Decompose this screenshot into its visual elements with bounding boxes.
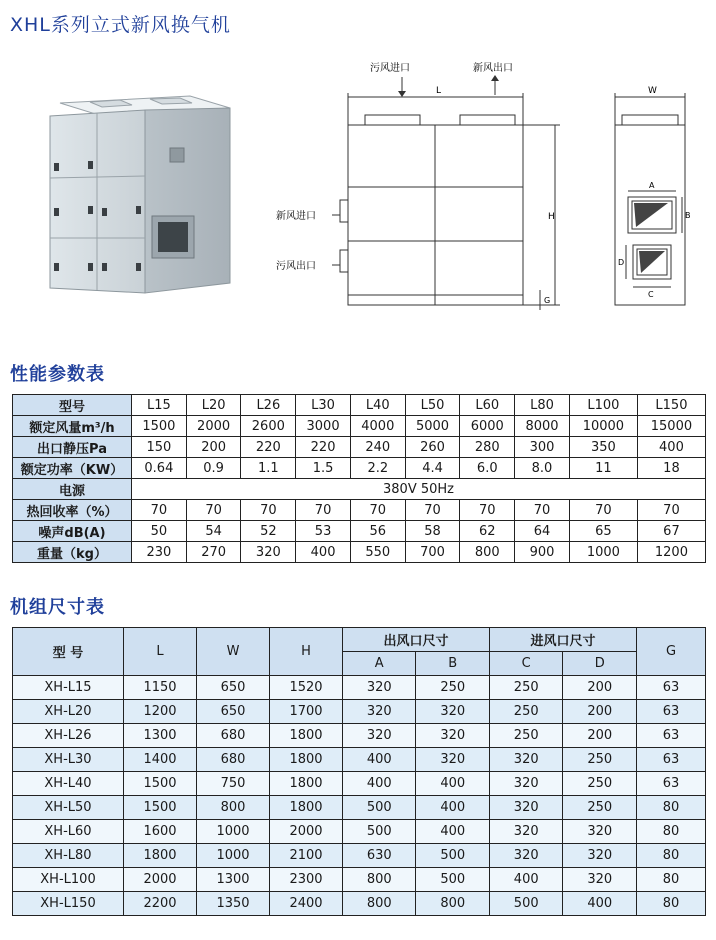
dims-h-A: A — [343, 652, 416, 676]
perf-cell: 65 — [569, 521, 637, 542]
dims-cell: 400 — [416, 772, 490, 796]
dims-cell: 80 — [637, 892, 706, 916]
dims-cell: 800 — [416, 892, 490, 916]
perf-model-header: L26 — [241, 395, 296, 416]
perf-cell: 0.64 — [132, 458, 187, 479]
perf-row-label: 额定风量m³/h — [13, 416, 132, 437]
perf-cell: 8.0 — [515, 458, 570, 479]
perf-model-header: L40 — [350, 395, 405, 416]
dims-model-cell: XH-L15 — [13, 676, 124, 700]
dims-h-W: W — [197, 628, 270, 676]
perf-header-row — [13, 395, 706, 416]
perf-cell: 6000 — [460, 416, 515, 437]
dims-cell: 63 — [637, 772, 706, 796]
perf-row-label: 重量（kg） — [13, 542, 132, 563]
dims-cell: 400 — [343, 772, 416, 796]
label-fresh-out: 新风出口 — [473, 63, 513, 74]
dims-row — [13, 868, 706, 892]
perf-row-label: 电源 — [13, 479, 132, 500]
perf-model-header: L60 — [460, 395, 515, 416]
perf-row-label: 出口静压Pa — [13, 437, 132, 458]
dims-cell: 1520 — [270, 676, 343, 700]
label-fresh-in: 新风进口 — [276, 211, 316, 222]
perf-row — [13, 416, 706, 437]
dims-row — [13, 748, 706, 772]
dims-h-D: D — [563, 652, 637, 676]
dim-B: B — [685, 211, 691, 220]
performance-table — [12, 394, 706, 563]
dims-cell: 250 — [489, 724, 562, 748]
dims-h-outlet: 出风口尺寸 — [343, 628, 490, 652]
dims-cell: 800 — [197, 796, 270, 820]
dims-cell: 400 — [416, 796, 490, 820]
dims-cell: 2200 — [124, 892, 197, 916]
dim-A: A — [649, 181, 655, 190]
perf-cell: 64 — [515, 521, 570, 542]
dims-row — [13, 796, 706, 820]
dims-cell: 1700 — [270, 700, 343, 724]
perf-cell: 1500 — [132, 416, 187, 437]
dims-cell: 1800 — [270, 772, 343, 796]
perf-cell: 320 — [241, 542, 296, 563]
perf-cell: 15000 — [637, 416, 705, 437]
perf-model-header: L50 — [405, 395, 460, 416]
dims-cell: 1200 — [124, 700, 197, 724]
dims-cell: 1300 — [197, 868, 270, 892]
dims-cell: 1350 — [197, 892, 270, 916]
dims-cell: 80 — [637, 820, 706, 844]
dims-cell: 250 — [563, 796, 637, 820]
dims-cell: 750 — [197, 772, 270, 796]
dims-model-cell: XH-L50 — [13, 796, 124, 820]
dims-model-cell: XH-L80 — [13, 844, 124, 868]
dim-L: L — [436, 86, 442, 96]
dims-cell: 80 — [637, 796, 706, 820]
perf-cell: 300 — [515, 437, 570, 458]
perf-header-label: 型号 — [13, 395, 132, 416]
perf-row-label: 额定功率（KW） — [13, 458, 132, 479]
perf-cell: 220 — [296, 437, 351, 458]
dims-cell: 1800 — [124, 844, 197, 868]
perf-cell: 280 — [460, 437, 515, 458]
dims-model-cell: XH-L100 — [13, 868, 124, 892]
perf-cell: 150 — [132, 437, 187, 458]
perf-cell: 56 — [350, 521, 405, 542]
dims-cell: 500 — [343, 796, 416, 820]
dims-cell: 250 — [563, 748, 637, 772]
dims-cell: 1800 — [270, 724, 343, 748]
perf-cell: 1.5 — [296, 458, 351, 479]
perf-cell: 53 — [296, 521, 351, 542]
dims-cell: 2000 — [124, 868, 197, 892]
dims-model-cell: XH-L26 — [13, 724, 124, 748]
dims-cell: 320 — [416, 724, 490, 748]
dims-model-cell: XH-L150 — [13, 892, 124, 916]
dimension-drawing — [270, 55, 710, 335]
perf-cell: 70 — [186, 500, 241, 521]
dims-cell: 1300 — [124, 724, 197, 748]
perf-cell: 58 — [405, 521, 460, 542]
dims-cell: 400 — [343, 748, 416, 772]
dims-cell: 320 — [563, 868, 637, 892]
perf-row-label: 热回收率（%） — [13, 500, 132, 521]
dims-cell: 200 — [563, 724, 637, 748]
dims-row — [13, 820, 706, 844]
dims-cell: 650 — [197, 676, 270, 700]
dims-cell: 320 — [489, 748, 562, 772]
dims-cell: 2300 — [270, 868, 343, 892]
dims-cell: 320 — [416, 748, 490, 772]
dims-cell: 320 — [343, 700, 416, 724]
dims-model-cell: XH-L20 — [13, 700, 124, 724]
dims-cell: 63 — [637, 676, 706, 700]
dims-section-title: 机组尺寸表 — [10, 597, 105, 618]
dims-cell: 1800 — [270, 796, 343, 820]
perf-cell: 0.9 — [186, 458, 241, 479]
perf-row — [13, 500, 706, 521]
perf-cell: 18 — [637, 458, 705, 479]
dims-row — [13, 892, 706, 916]
perf-cell: 54 — [186, 521, 241, 542]
perf-cell: 550 — [350, 542, 405, 563]
perf-cell: 70 — [350, 500, 405, 521]
perf-cell: 240 — [350, 437, 405, 458]
dims-cell: 2000 — [270, 820, 343, 844]
dims-cell: 80 — [637, 868, 706, 892]
perf-cell: 8000 — [515, 416, 570, 437]
dims-cell: 800 — [343, 892, 416, 916]
dims-cell: 1150 — [124, 676, 197, 700]
perf-model-header: L80 — [515, 395, 570, 416]
perf-cell: 2.2 — [350, 458, 405, 479]
dims-cell: 1600 — [124, 820, 197, 844]
perf-cell: 52 — [241, 521, 296, 542]
page-title: XHL系列立式新风换气机 — [10, 14, 231, 36]
perf-cell: 4000 — [350, 416, 405, 437]
dims-cell: 320 — [563, 820, 637, 844]
dims-cell: 320 — [489, 796, 562, 820]
dims-cell: 400 — [416, 820, 490, 844]
label-exhaust-in: 污风进口 — [370, 63, 410, 74]
dims-cell: 500 — [416, 868, 490, 892]
perf-cell: 70 — [241, 500, 296, 521]
dims-cell: 320 — [416, 700, 490, 724]
dims-cell: 320 — [489, 772, 562, 796]
dims-row — [13, 676, 706, 700]
dims-cell: 650 — [197, 700, 270, 724]
dims-h-inlet: 进风口尺寸 — [489, 628, 636, 652]
dims-row — [13, 700, 706, 724]
dims-cell: 63 — [637, 724, 706, 748]
perf-cell: 260 — [405, 437, 460, 458]
perf-cell: 67 — [637, 521, 705, 542]
perf-cell: 70 — [460, 500, 515, 521]
dims-cell: 500 — [343, 820, 416, 844]
dims-model-cell: XH-L60 — [13, 820, 124, 844]
perf-cell: 62 — [460, 521, 515, 542]
dims-cell: 320 — [343, 676, 416, 700]
perf-cell: 2000 — [186, 416, 241, 437]
dims-model-cell: XH-L40 — [13, 772, 124, 796]
perf-cell: 50 — [132, 521, 187, 542]
dims-cell: 1000 — [197, 844, 270, 868]
perf-cell: 1.1 — [241, 458, 296, 479]
dim-D: D — [618, 258, 625, 267]
dims-cell: 800 — [343, 868, 416, 892]
dims-cell: 80 — [637, 844, 706, 868]
perf-row — [13, 458, 706, 479]
perf-cell: 2600 — [241, 416, 296, 437]
perf-row-power — [13, 479, 706, 500]
perf-model-header: L100 — [569, 395, 637, 416]
dims-cell: 1500 — [124, 796, 197, 820]
perf-cell: 220 — [241, 437, 296, 458]
perf-row — [13, 437, 706, 458]
dims-cell: 200 — [563, 676, 637, 700]
perf-cell: 230 — [132, 542, 187, 563]
perf-cell: 700 — [405, 542, 460, 563]
dims-cell: 250 — [416, 676, 490, 700]
perf-model-header: L150 — [637, 395, 705, 416]
perf-cell: 800 — [460, 542, 515, 563]
perf-cell: 900 — [515, 542, 570, 563]
dims-cell: 630 — [343, 844, 416, 868]
dim-G: G — [544, 296, 551, 305]
dims-cell: 400 — [563, 892, 637, 916]
perf-cell: 70 — [132, 500, 187, 521]
perf-cell: 11 — [569, 458, 637, 479]
perf-cell: 5000 — [405, 416, 460, 437]
perf-cell: 70 — [296, 500, 351, 521]
dims-cell: 63 — [637, 748, 706, 772]
dims-cell: 1400 — [124, 748, 197, 772]
dims-row — [13, 844, 706, 868]
dims-cell: 680 — [197, 748, 270, 772]
perf-cell: 1000 — [569, 542, 637, 563]
perf-cell: 70 — [637, 500, 705, 521]
dims-cell: 250 — [563, 772, 637, 796]
perf-cell: 270 — [186, 542, 241, 563]
perf-cell: 1200 — [637, 542, 705, 563]
dims-h-model: 型 号 — [13, 628, 124, 676]
perf-model-header: L20 — [186, 395, 241, 416]
perf-cell: 350 — [569, 437, 637, 458]
dims-cell: 250 — [489, 676, 562, 700]
perf-cell: 70 — [405, 500, 460, 521]
dims-row — [13, 724, 706, 748]
perf-row — [13, 542, 706, 563]
perf-cell: 200 — [186, 437, 241, 458]
dims-cell: 320 — [489, 844, 562, 868]
perf-row-label: 噪声dB(A) — [13, 521, 132, 542]
perf-cell: 10000 — [569, 416, 637, 437]
dims-cell: 500 — [489, 892, 562, 916]
perf-cell: 400 — [637, 437, 705, 458]
dims-cell: 320 — [343, 724, 416, 748]
dim-H: H — [548, 212, 555, 222]
perf-section-title: 性能参数表 — [10, 364, 105, 385]
perf-cell: 70 — [569, 500, 637, 521]
dims-cell: 1000 — [197, 820, 270, 844]
dim-W: W — [648, 86, 657, 96]
dims-h-C: C — [489, 652, 562, 676]
perf-cell: 4.4 — [405, 458, 460, 479]
label-exhaust-out: 污风出口 — [276, 261, 316, 272]
perf-cell: 3000 — [296, 416, 351, 437]
dims-cell: 200 — [563, 700, 637, 724]
dims-cell: 250 — [489, 700, 562, 724]
dims-cell: 320 — [489, 820, 562, 844]
dims-cell: 680 — [197, 724, 270, 748]
dimension-table — [12, 627, 706, 916]
dims-h-H: H — [270, 628, 343, 676]
dims-cell: 63 — [637, 700, 706, 724]
perf-model-header: L30 — [296, 395, 351, 416]
dims-h-G: G — [637, 628, 706, 676]
perf-cell: 70 — [515, 500, 570, 521]
dims-cell: 1800 — [270, 748, 343, 772]
dims-row — [13, 772, 706, 796]
product-photo — [40, 88, 245, 313]
dims-cell: 2100 — [270, 844, 343, 868]
dims-cell: 1500 — [124, 772, 197, 796]
perf-model-header: L15 — [132, 395, 187, 416]
dims-h-L: L — [124, 628, 197, 676]
dims-cell: 2400 — [270, 892, 343, 916]
dims-cell: 400 — [489, 868, 562, 892]
dims-cell: 320 — [563, 844, 637, 868]
perf-cell: 400 — [296, 542, 351, 563]
power-value: 380V 50Hz — [132, 479, 706, 500]
perf-row — [13, 521, 706, 542]
dims-h-B: B — [416, 652, 490, 676]
dim-C: C — [648, 290, 654, 299]
perf-cell: 6.0 — [460, 458, 515, 479]
dims-cell: 500 — [416, 844, 490, 868]
dims-model-cell: XH-L30 — [13, 748, 124, 772]
